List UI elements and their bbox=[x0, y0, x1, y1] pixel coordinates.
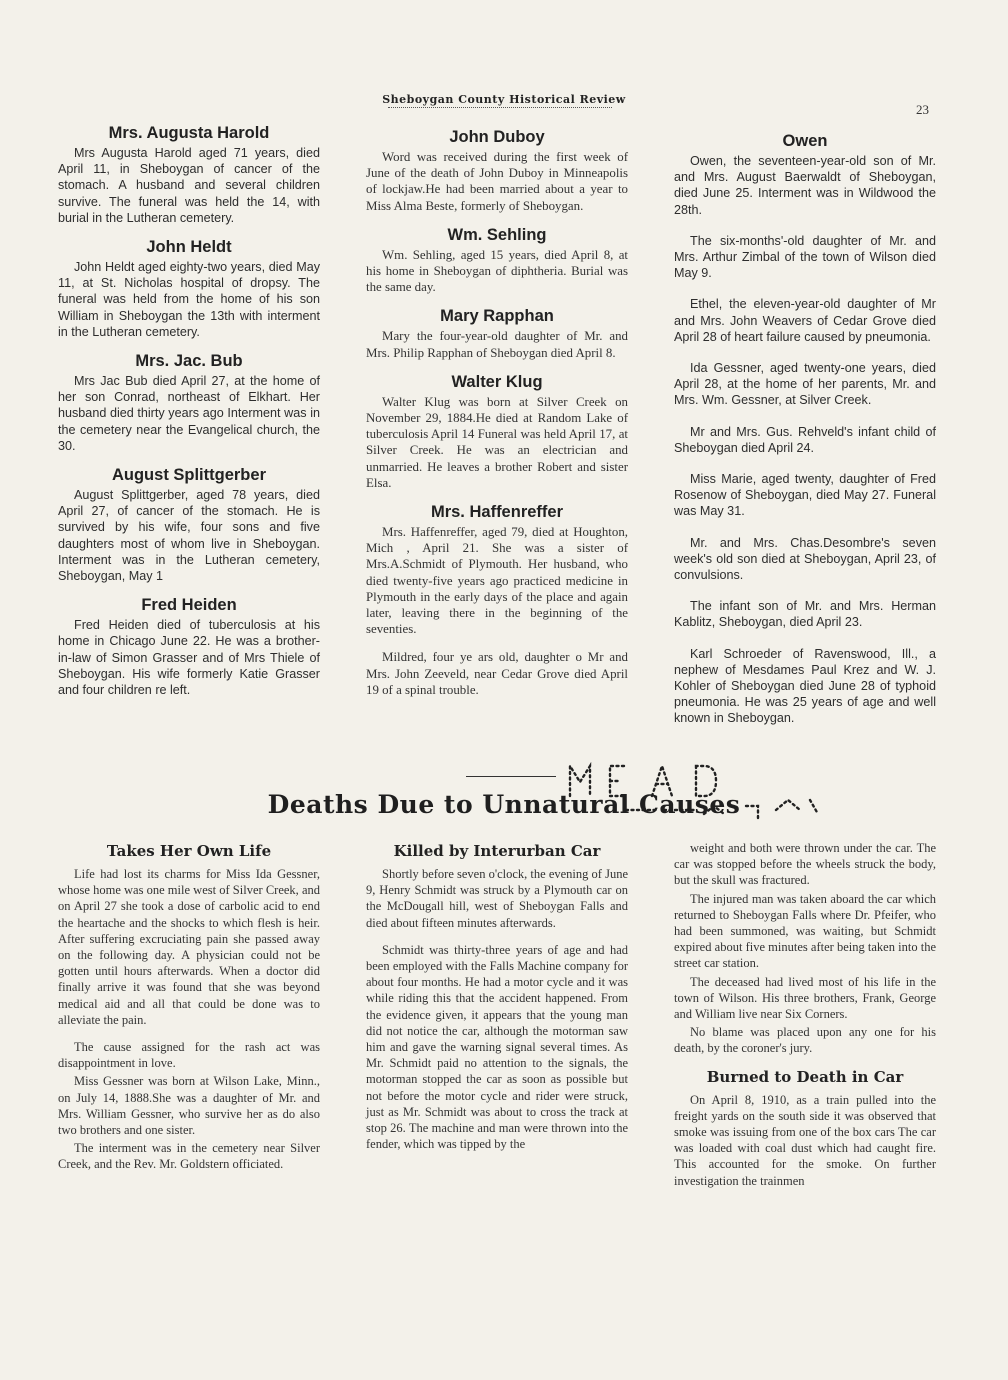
obituary-text: Mr and Mrs. Gus. Rehveld's infant child of Sheboygan died April 24. bbox=[674, 424, 936, 455]
article-paragraph: Life had lost its charms for Miss Ida Gessner, whose home was one mile west of Silver Creek, and on April 27 she took a dose of carbolic acid to end the heartache and the shocks to which flesh is heir. After suffering excruciating pain she passed away on the following day. A physician could not be gotten until hours afterwards. When a doctor did finally arrive it was found that she was beyond medical aid and all that could be done was to alleviate the pain. bbox=[58, 867, 320, 1027]
section-divider bbox=[466, 776, 556, 777]
obituary-title: Mrs. Augusta Harold bbox=[108, 124, 270, 142]
obituary-text: Karl Schroeder of Ravenswood, Ill., a nephew of Mesdames Paul Krez and W. J. Kohler of Sheboygan died June 28 of typhoid pneumonia. He was 25 years of age and well known in Sheboygan. bbox=[674, 646, 936, 726]
article-subtitle: Takes Her Own Life bbox=[106, 842, 272, 860]
article-paragraph: The interment was in the cemetery near Silver Creek, and the Rev. Mr. Goldstern officiated. bbox=[58, 1141, 320, 1172]
obituary-text: August Splittgerber, aged 78 years, died April 27, of cancer of the stomach. He is survived by his wife, four sons and five daughters most of whom live in Sheboygan. Interment was in the Lutheran cemetery, Sheboygan, May 1 bbox=[58, 488, 320, 584]
obituary-text: Mildred, four ye ars old, daughter o Mr and Mrs. John Zeeveld, near Cedar Grove died April 19 of a spinal trouble. bbox=[366, 650, 628, 697]
obituary-column-2 bbox=[366, 128, 628, 710]
obituary-text: Wm. Sehling, aged 15 years, died April 8, at his home in Sheboygan of diphtheria. Burial was the same day. bbox=[366, 247, 628, 295]
article-column-3 bbox=[674, 840, 936, 1191]
page-number: 23 bbox=[916, 102, 929, 117]
article-paragraph: Shortly before seven o'clock, the evening of June 9, Henry Schmidt was struck by a Plymouth car on the McDougall hill, west of Sheboygan Falls and died about fifteen minutes afterwards. bbox=[366, 867, 628, 930]
obituary-text: Mrs. Haffenreffer, aged 79, died at Houghton, Mich , April 21. She was a sister of Mrs.A.Schmidt of Plymouth. Her husband, who died twenty-five years ago practiced medicine in Plymouth in the early days of the place and again later, leaving there in the beginning of the seventies. bbox=[366, 525, 628, 637]
article-column-2 bbox=[366, 842, 628, 1154]
article-column-1 bbox=[58, 842, 320, 1175]
article-subtitle: Killed by Interurban Car bbox=[393, 842, 601, 860]
obituary-text: John Heldt aged eighty-two years, died May 11, at St. Nicholas hospital of dropsy. The funeral was held from the home of his son William in Sheboygan the 13th with interment in the Lutheran cemetery. bbox=[58, 260, 320, 339]
obituary-title: Fred Heiden bbox=[141, 596, 237, 615]
article-paragraph: On April 8, 1910, as a train pulled into the freight yards on the south side it was observed that smoke was issuing from one of the box cars The car was loaded with coal dust which had caught fire. This accounted for the smoke. On further investigation the trainmen bbox=[674, 1092, 936, 1188]
running-head: Sheboygan County Historical Review bbox=[382, 93, 626, 106]
article-paragraph: The cause assigned for the rash act was disappointment in love. bbox=[58, 1040, 320, 1071]
obituary-title: Mrs. Haffenreffer bbox=[430, 503, 564, 522]
article-paragraph: Miss Gessner was born at Wilson Lake, Minn., on July 14, 1888.She was a daughter of Mr. and Mrs. William Gessner, who survive her as do also two brothers and one sister. bbox=[58, 1074, 320, 1138]
obituary-column-1 bbox=[58, 124, 320, 710]
obituary-text: Ethel, the eleven-year-old daughter of Mr and Mrs. John Weavers of Cedar Grove died April 28 of heart failure caused by pneumonia. bbox=[674, 297, 936, 344]
obituary-text: Owen, the seventeen-year-old son of Mr. and Mrs. August Baerwaldt of Sheboygan, died June 25. Interment was in Wildwood the 28th. bbox=[674, 154, 936, 217]
obituary-text: Walter Klug was born at Silver Creek on November 29, 1884.He died at Random Lake of tuberculosis April 14 Funeral was held April 17, at Silver Creek. He was an electrician and unmarried. He leaves a brother Robert and sister Elsa. bbox=[366, 394, 628, 490]
obituary-text: The six-months'-old daughter of Mr. and Mrs. Arthur Zimbal of the town of Wilson died May 9. bbox=[674, 233, 936, 281]
obituary-text: Ida Gessner, aged twenty-one years, died April 28, at the home of her parents, Mr. and Mrs. Wm. Gessner, at Silver Creek. bbox=[674, 361, 936, 408]
obituary-text: Word was received during the first week of June of the death of John Duboy in Minneapolis of lockjaw.He had been married about a year to Miss Alma Beste, formerly of Sheboygan. bbox=[366, 150, 628, 213]
obituary-title: August Splittgerber bbox=[111, 466, 266, 485]
article-paragraph: weight and both were thrown under the car. The car was stopped before the wheels struck the body, but the skull was fractured. bbox=[674, 841, 936, 888]
obituary-column-3 bbox=[674, 132, 936, 742]
obituary-title: Walter Klug bbox=[451, 372, 543, 391]
obituary-title: Wm. Sehling bbox=[447, 225, 547, 244]
article-subtitle: Burned to Death in Car bbox=[706, 1067, 904, 1086]
section-title: Deaths Due to Unnatural Causes bbox=[267, 790, 741, 819]
obituary-text: Mrs Jac Bub died April 27, at the home of her son Conrad, northeast of Elkhart. Her husband died thirty years ago Interment was in the cemetery near the Evangelical church, the 30. bbox=[58, 374, 320, 453]
obituary-text: Miss Marie, aged twenty, daughter of Fred Rosenow of Sheboygan, died May 27. Funeral was May 31. bbox=[674, 472, 936, 519]
article-paragraph: The deceased had lived most of his life in the town of Wilson. His three brothers, Frank, George and William live near Six Corners. bbox=[674, 974, 936, 1022]
obituary-text: Mrs Augusta Harold aged 71 years, died April 11, in Sheboygan of cancer of the stomach. A husband and several children survive. The funeral was held the 14, with burial in the Lutheran cemetery. bbox=[58, 146, 320, 225]
obituary-title: John Duboy bbox=[449, 128, 545, 146]
obituary-text: Fred Heiden died of tuberculosis at his home in Chicago June 22. He was a brother-in-law of Simon Grasser and of Mrs Thiele of Sheboygan. His wife formerly Katie Grasser and four children re left. bbox=[58, 618, 320, 698]
obituary-text: Mr. and Mrs. Chas.Desombre's seven week's old son died at Sheboygan, April 23, of convulsions. bbox=[674, 535, 936, 583]
obituary-title: John Heldt bbox=[146, 238, 232, 257]
obituary-text: Mary the four-year-old daughter of Mr. and Mrs. Philip Rapphan of Sheboygan died April 8. bbox=[366, 329, 628, 360]
obituary-text: The infant son of Mr. and Mrs. Herman Kablitz, Sheboygan, died April 23. bbox=[674, 599, 936, 630]
obituary-title: Owen bbox=[782, 132, 828, 150]
obituary-title: Mary Rapphan bbox=[440, 307, 554, 326]
obituary-title: Mrs. Jac. Bub bbox=[135, 352, 243, 371]
article-paragraph: The injured man was taken aboard the car which returned to Sheboygan Falls where Dr. Pfeifer, who had been summoned, was waiting, but Schmidt expired about five minutes after being taken into the street car station. bbox=[674, 891, 936, 971]
running-head-rule bbox=[388, 107, 612, 108]
article-paragraph: Schmidt was thirty-three years of age and had been employed with the Falls Machine company for about four months. He had a motor cycle and it was while riding this that the accident happened. From the evidence given, it appears that the young man did not notice the car, although the motorman saw him and gave the warning signal several times. As Mr. Schmidt paid no attention to the signals, the motorman stopped the car as soon as possible but not before the motor cycle and rider were struck, just as Mr. Schmidt was about to cross the track at stop 26. The machine and man were thrown into the fender, which was tipped by the bbox=[366, 942, 628, 1152]
article-paragraph: No blame was placed upon any one for his death, by the coroner's jury. bbox=[674, 1025, 936, 1056]
